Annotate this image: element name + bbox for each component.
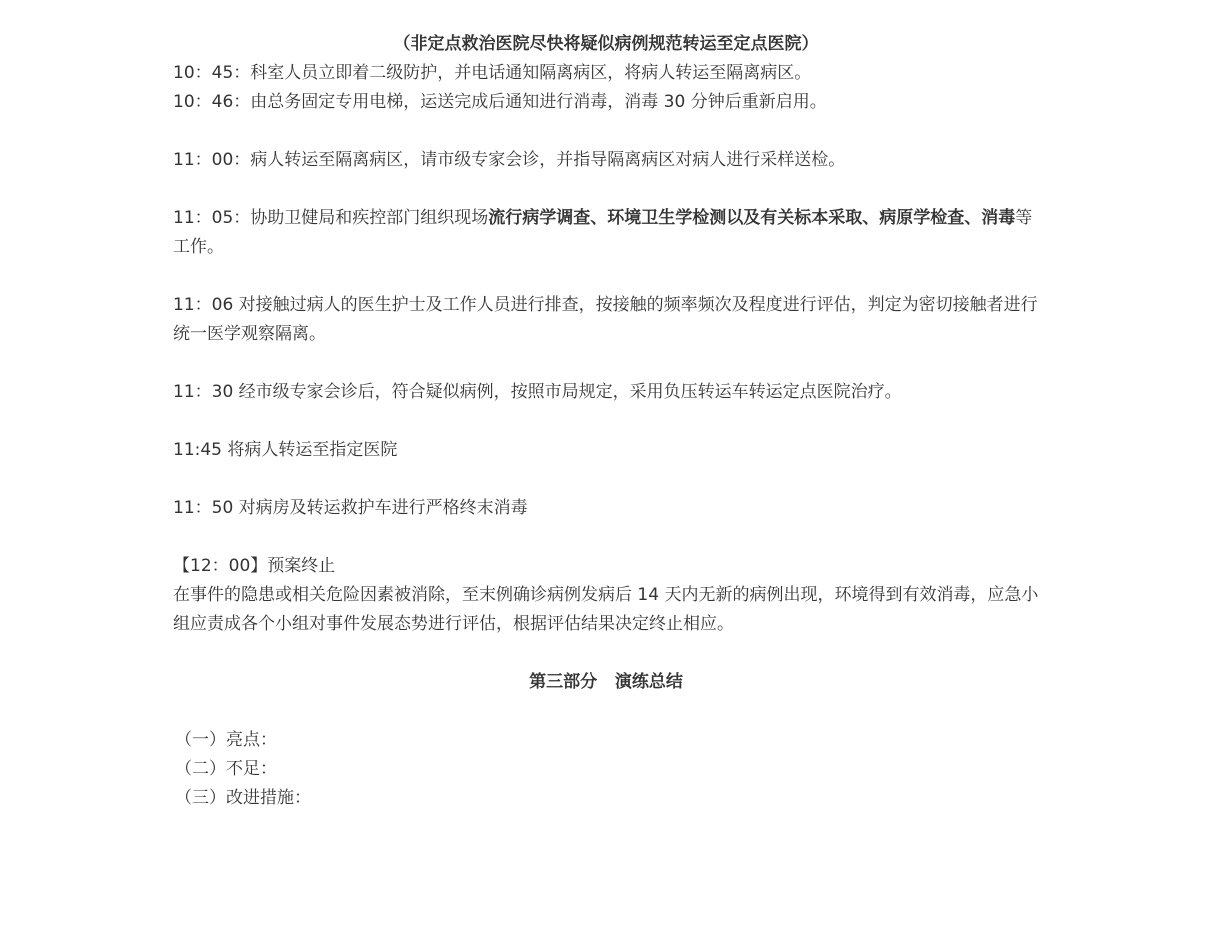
spacer <box>173 175 1039 204</box>
spacer <box>173 465 1039 494</box>
spacer <box>173 523 1039 552</box>
step-1150: 11：50 对病房及转运救护车进行严格终末消毒 <box>173 498 528 518</box>
document-page <box>173 30 1039 813</box>
step-1105-prefix: 11：05：协助卫健局和疾控部门组织现场 <box>173 208 489 228</box>
step-1046: 10：46：由总务固定专用电梯，运送完成后通知进行消毒，消毒 30 分钟后重新启用。 <box>173 92 827 112</box>
spacer <box>173 407 1039 436</box>
spacer <box>173 697 1039 726</box>
termination-body: 在事件的隐患或相关危险因素被消除，至末例确诊病例发病后 14 天内无新的病例出现，环境得到有效消毒，应急小组应责成各个小组对事件发展态势进行评估，根据评估结果决定终止相应。 <box>173 585 1039 634</box>
step-1106: 11：06 对接触过病人的医生护士及工作人员进行排查，按接触的频率频次及程度进行评估，判定为密切接触者进行统一医学观察隔离。 <box>173 295 1038 344</box>
termination-heading: 【12：00】预案终止 <box>173 556 336 576</box>
step-1145: 11:45 将病人转运至指定医院 <box>173 440 398 460</box>
part3-title: 第三部分 演练总结 <box>529 672 683 692</box>
summary-item-improvements: （三）改进措施： <box>175 788 311 808</box>
summary-item-highlights: （一）亮点： <box>175 730 277 750</box>
spacer <box>173 117 1039 146</box>
step-1100: 11：00：病人转运至隔离病区，请市级专家会诊，并指导隔离病区对病人进行采样送检。 <box>173 150 846 170</box>
summary-item-shortcomings: （二）不足： <box>175 759 277 779</box>
spacer <box>173 262 1039 291</box>
step-1130: 11：30 经市级专家会诊后，符合疑似病例，按照市局规定，采用负压转运车转运定点医院治疗。 <box>173 382 902 402</box>
section-subtitle: （非定点救治医院尽快将疑似病例规范转运至定点医院） <box>393 34 819 54</box>
step-1045: 10：45：科室人员立即着二级防护，并电话通知隔离病区，将病人转运至隔离病区。 <box>173 63 812 83</box>
step-1105-bold-text: 流行病学调查、环境卫生学检测以及有关标本采取、病原学检查、消毒 <box>488 208 1016 228</box>
step-1105 <box>173 204 1039 262</box>
spacer <box>173 639 1039 668</box>
step-1105-suffix: 等工作。 <box>173 208 1033 257</box>
spacer <box>173 349 1039 378</box>
